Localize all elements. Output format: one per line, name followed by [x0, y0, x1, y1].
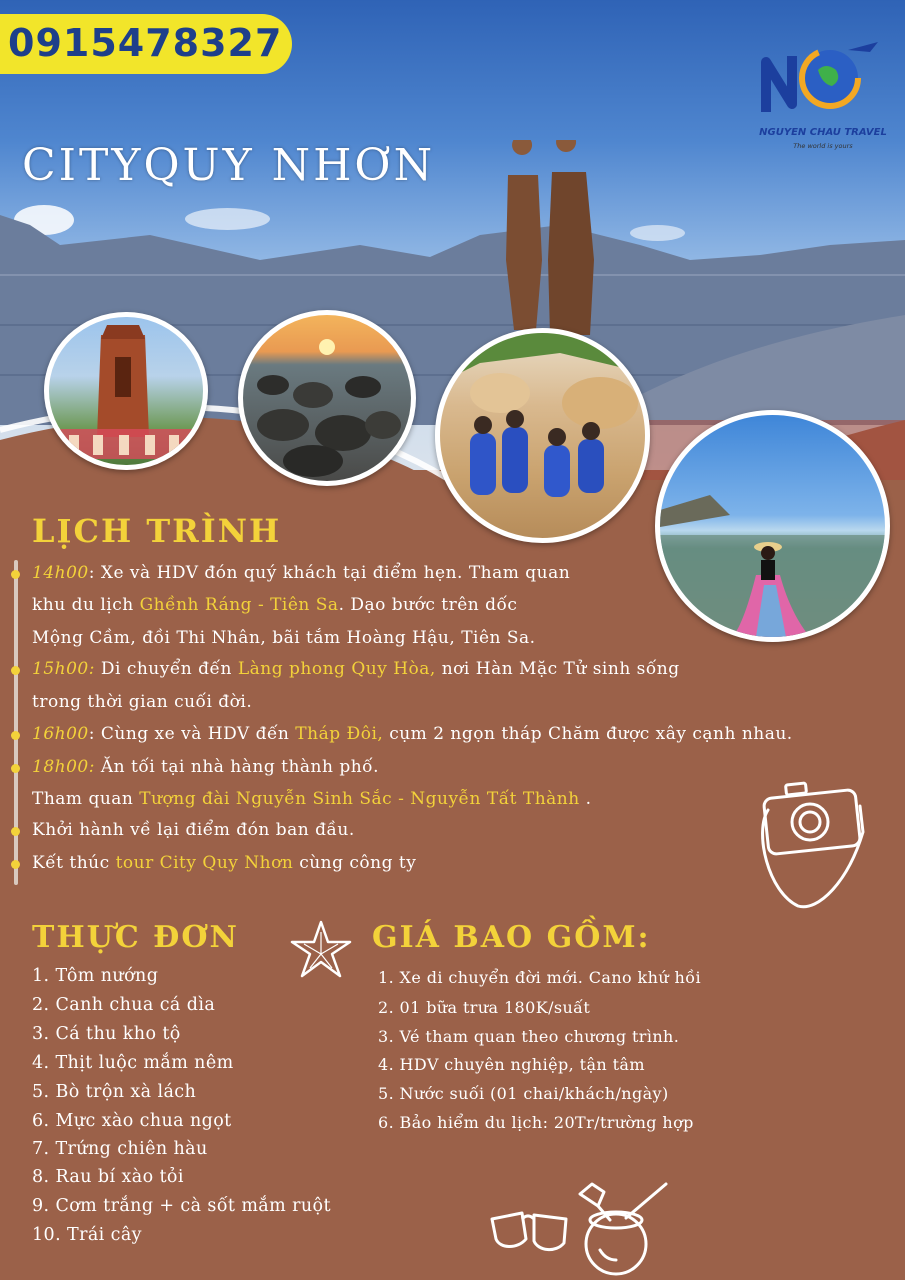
schedule-line: Tham quan Tượng đài Nguyễn Sinh Sắc - Nguyễn Tất Thành . — [32, 789, 592, 809]
schedule-heading: LỊCH TRÌNH — [32, 512, 282, 550]
menu-item: 2. Canh chua cá dìa — [32, 995, 216, 1015]
rocky-beach-sunset-photo — [238, 310, 416, 486]
schedule-line: khu du lịch Ghềnh Ráng - Tiên Sa. Dạo bước trên dốc — [32, 595, 518, 615]
timeline-dot — [11, 570, 20, 579]
included-item: 2. 01 bữa trưa 180K/suất — [378, 998, 591, 1017]
included-heading: GIÁ BAO GỒM: — [372, 920, 651, 955]
starfish-icon — [290, 920, 352, 978]
timeline-dot — [11, 731, 20, 740]
menu-item: 3. Cá thu kho tộ — [32, 1024, 181, 1044]
schedule-line: 14h00: Xe và HDV đón quý khách tại điểm hẹn. Tham quan — [32, 563, 571, 583]
included-item: 4. HDV chuyên nghiệp, tận tâm — [378, 1055, 645, 1074]
schedule-line: 15h00: Di chuyển đến Làng phong Quy Hòa, nơi Hàn Mặc Tử sinh sống — [32, 659, 680, 679]
included-item: 5. Nước suối (01 chai/khách/ngày) — [378, 1084, 669, 1103]
sunglasses-icon — [488, 1205, 573, 1265]
menu-item: 5. Bò trộn xà lách — [32, 1082, 197, 1102]
coconut-drink-icon — [570, 1178, 675, 1278]
menu-heading: THỰC ĐƠN — [32, 920, 239, 955]
statue-monument — [490, 140, 620, 350]
menu-item: 10. Trái cây — [32, 1225, 142, 1245]
logo-slogan: The world is yours — [793, 142, 853, 150]
menu-item: 8. Rau bí xào tỏi — [32, 1167, 184, 1187]
camera-icon — [748, 772, 873, 912]
cham-tower-group-photo — [44, 312, 208, 470]
schedule-line: 18h00: Ăn tối tại nhà hàng thành phố. — [32, 757, 379, 777]
schedule-line: Kết thúc tour City Quy Nhơn cùng công ty — [32, 853, 417, 873]
timeline-dot — [11, 666, 20, 675]
included-item: 6. Bảo hiểm du lịch: 20Tr/trường hợp — [378, 1113, 694, 1132]
logo-brand-name: NGUYEN CHAU TRAVEL — [759, 127, 887, 138]
menu-item: 1. Tôm nướng — [32, 966, 159, 986]
timeline-dot — [11, 827, 20, 836]
schedule-line: 16h00: Cùng xe và HDV đến Tháp Đôi, cụm 2 ngọn tháp Chăm được xây cạnh nhau. — [32, 724, 793, 744]
timeline-dot — [11, 764, 20, 773]
schedule-line: Mộng Cầm, đồi Thi Nhân, bãi tắm Hoàng Hậu, Tiên Sa. — [32, 628, 536, 648]
schedule-line: trong thời gian cuối đời. — [32, 692, 253, 712]
menu-item: 6. Mực xào chua ngọt — [32, 1111, 232, 1131]
woman-at-sea-photo — [655, 410, 890, 642]
included-item: 3. Vé tham quan theo chương trình. — [378, 1027, 680, 1046]
schedule-timeline — [14, 560, 18, 885]
phone-number[interactable]: 0915478327 — [8, 21, 283, 65]
menu-item: 4. Thịt luộc mắm nêm — [32, 1053, 234, 1073]
schedule-line: Khởi hành về lại điểm đón ban đầu. — [32, 820, 355, 840]
included-item: 1. Xe di chuyển đời mới. Cano khứ hồi — [378, 968, 701, 987]
menu-item: 9. Cơm trắng + cà sốt mắm ruột — [32, 1196, 331, 1216]
timeline-dot — [11, 860, 20, 869]
page-title: CITYQUY NHƠN — [22, 140, 436, 191]
menu-item: 7. Trứng chiên hàu — [32, 1139, 208, 1159]
women-on-rocks-photo — [435, 328, 650, 543]
